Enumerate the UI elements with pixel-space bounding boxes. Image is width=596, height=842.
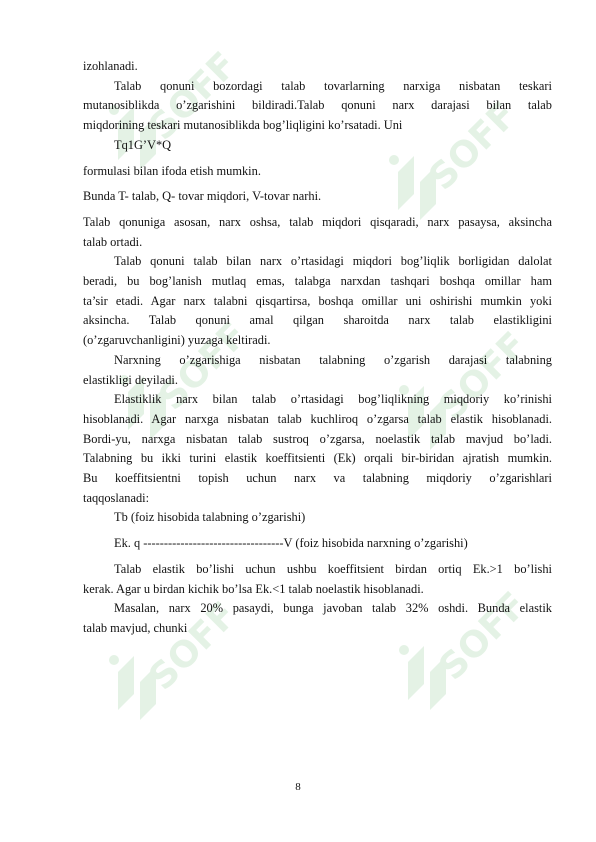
text-line: Talab qonuniga asosan, narx oshsa, talab miqdori qisqaradi, narx pasaysa, aksincha <box>83 214 552 229</box>
text-line: kerak. Agar u birdan kichik bo’lsa Ek.<1 talab noelastik hisoblanadi. <box>83 581 424 596</box>
text-line: miqdorining teskari mutanosiblikda bog’liqligini ko’rsatadi. Uni <box>83 118 403 133</box>
text-line: formulasi bilan ifoda etish mumkin. <box>83 163 261 178</box>
text-line: beradi, bu bog’lanish mutlaq emas, talabga narxdan tashqari boshqa omillar ham <box>83 274 552 289</box>
text-line: talab ortadi. <box>83 234 143 249</box>
text-line: talab mavjud, chunki <box>83 620 188 635</box>
text-line: Bu koeffitsientni topish uchun narx va talabning miqdoriy o’zgarishlari <box>83 471 552 486</box>
text-line: Masalan, narx 20% pasaydi, bunga javoban talab 32% oshdi. Bunda elastik <box>114 601 552 616</box>
page-number: 8 <box>295 781 301 793</box>
text-line: izohlanadi. <box>83 59 138 73</box>
text-line: Bunda T- talab, Q- tovar miqdori, V-tovar narhi. <box>83 189 322 204</box>
formula-line: Tq1G’V*Q <box>114 137 172 152</box>
text-line: Talabning bu ikki turini elastik koeffitsienti (Ek) orqali bir-biridan ajratish mumkin. <box>83 451 552 466</box>
text-line: Talab qonuni talab bilan narx o’rtasidagi miqdori bog’liqlik borligidan dalolat <box>114 254 552 269</box>
text-line: ta’sir etadi. Agar narx talabni qisqartirsa, boshqa omillar uni oshirishi mumkin yoki <box>83 293 552 308</box>
text-line: (o’zgaruvchanligini) yuzaga keltiradi. <box>83 333 271 348</box>
text-line: mutanosiblikda o’zgarishini bildiradi.Talab qonuni narx darajasi bilan talab <box>83 98 552 113</box>
text-line: hisoblanadi. Agar narxga nisbatan talab kuchliroq o’zgarsa talab elastik hisoblanadi. <box>83 411 552 426</box>
text-line: Elastiklik narx bilan talab o’rtasidagi bog’liqlikning miqdoriy ko’rinishi <box>114 392 552 407</box>
text-line: taqqoslanadi: <box>83 490 150 505</box>
text-line: Talab elastik bo’lishi uchun ushbu koeffitsient birdan ortiq Ek.>1 bo’lishi <box>114 561 552 576</box>
text-line: Talab qonuni bozordagi talab tovarlarning narxiga nisbatan teskari <box>114 78 552 93</box>
text-line: Bordi-yu, narxga nisbatan talab sustroq o’zgarsa, noelastik talab mavjud bo’ladi. <box>83 431 552 446</box>
formula-line: Ek. q ----------------------------------V (foiz hisobida narxning o’zgarishi) <box>114 536 468 551</box>
text-line: elastikligi deyiladi. <box>83 372 178 387</box>
formula-line: Tb (foiz hisobida talabning o’zgarishi) <box>114 510 306 525</box>
text-line: Narxning o’zgarishiga nisbatan talabning o’zgarish darajasi talabning <box>114 352 552 367</box>
text-line: aksincha. Talab qonuni amal qilgan sharoitda narx talab elastikligini <box>83 313 552 328</box>
document-body <box>83 57 552 639</box>
